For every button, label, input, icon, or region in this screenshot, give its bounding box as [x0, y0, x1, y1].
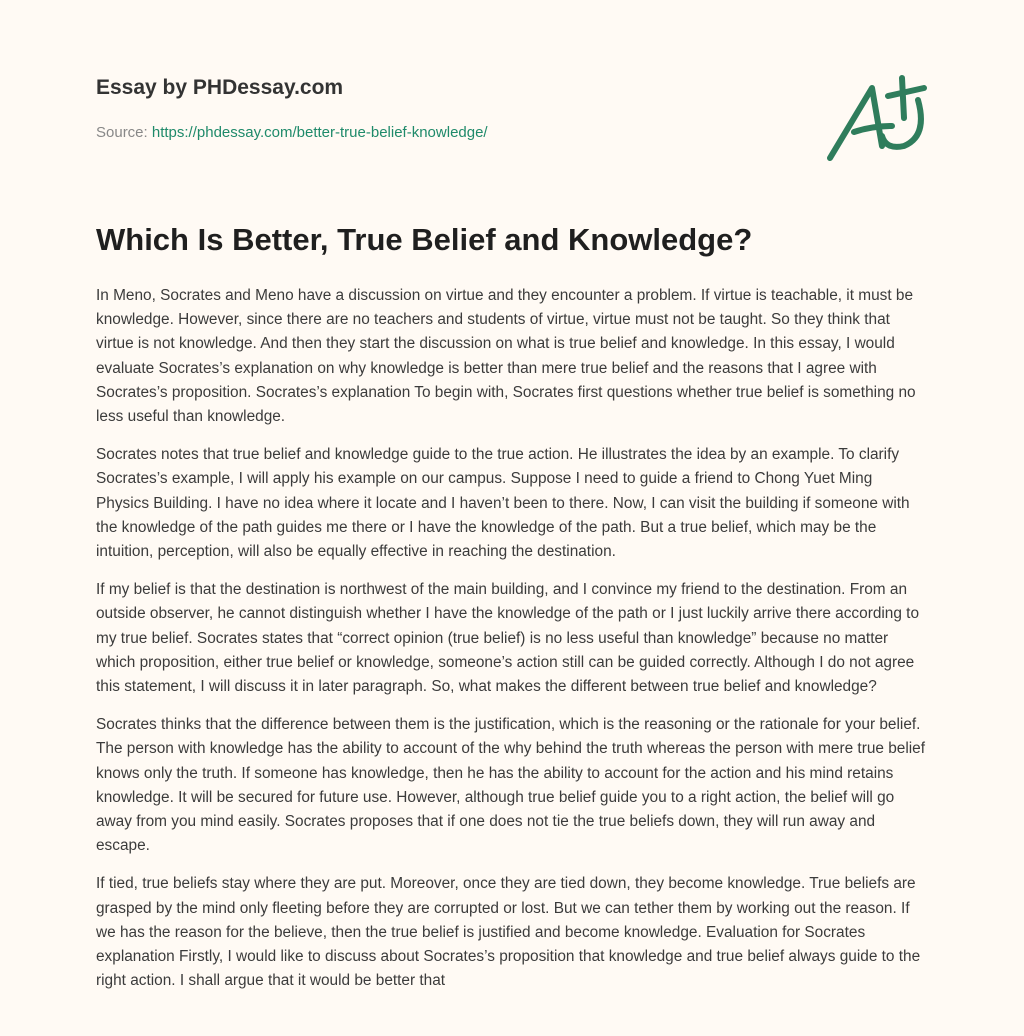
a-plus-logo-icon: [820, 66, 930, 166]
essay-title: Which Is Better, True Belief and Knowledge?: [96, 222, 753, 257]
source-line: [96, 124, 488, 141]
essay-paragraph: In Meno, Socrates and Meno have a discussion on virtue and they encounter a problem. If virtue is teachable, it must be knowledge. However, since there are no teachers and students of virtue, virtue must not be taught. So they think that virtue is not knowledge. And then they start the discussion on what is true belief and knowledge. In this essay, I would evaluate Socrates’s explanation on why knowledge is better than mere true belief and the reasons that I agree with Socrates’s proposition. Socrates’s explanation To begin with, Socrates first questions whether true belief is something no less useful than knowledge.: [96, 287, 916, 426]
essay-paragraph: Socrates notes that true belief and knowledge guide to the true action. He illustrates the idea by an example. To clarify Socrates’s example, I will apply his example on our campus. Suppose I need to guide a friend to Chong Yuet Ming Physics Building. I have no idea where it locate and I haven’t been to there. Now, I can visit the building if someone with the knowledge of the path guides me there or I have the knowledge of the path. But a true belief, which may be the intuition, perception, will also be equally effective in reaching the destination.: [96, 446, 910, 561]
essay-body: [96, 284, 928, 1007]
site-brand: Essay by PHDessay.com: [96, 76, 344, 99]
source-label: Source:: [96, 124, 148, 141]
essay-paragraph: If my belief is that the destination is northwest of the main building, and I convince my friend to the destination. From an outside observer, he cannot distinguish whether I have the knowledge of the path or I just luckily arrive there according to my true belief. Socrates states that “correct opinion (true belief) is no less useful than knowledge” because no matter which proposition, either true belief or knowledge, someone’s action still can be guided correctly. Although I do not agree this statement, I will discuss it in later paragraph. So, what makes the different between true belief and knowledge?: [96, 581, 920, 696]
source-link[interactable]: https://phdessay.com/better-true-belief-knowledge/: [151, 124, 488, 141]
essay-paragraph: Socrates thinks that the difference between them is the justification, which is the reasoning or the rationale for your belief. The person with knowledge has the ability to account of the why behind the truth whereas the person with mere true belief knows only the truth. If someone has knowledge, then he has the ability to account for the action and his mind retains knowledge. It will be secured for future use. However, although true belief guide you to a right action, the belief will go away from you mind easily. Socrates proposes that if one does not tie the true beliefs down, they will run away and escape.: [96, 716, 926, 855]
essay-paragraph: If tied, true beliefs stay where they are put. Moreover, once they are tied down, they become knowledge. True beliefs are grasped by the mind only fleeting before they are corrupted or lost. But we can tether them by working out the reason. If we has the reason for the believe, then the true belief is justified and become knowledge. Evaluation for Socrates explanation Firstly, I would like to discuss about Socrates’s proposition that knowledge and true belief always guide to the right action. I shall argue that it would be better that: [96, 875, 921, 990]
